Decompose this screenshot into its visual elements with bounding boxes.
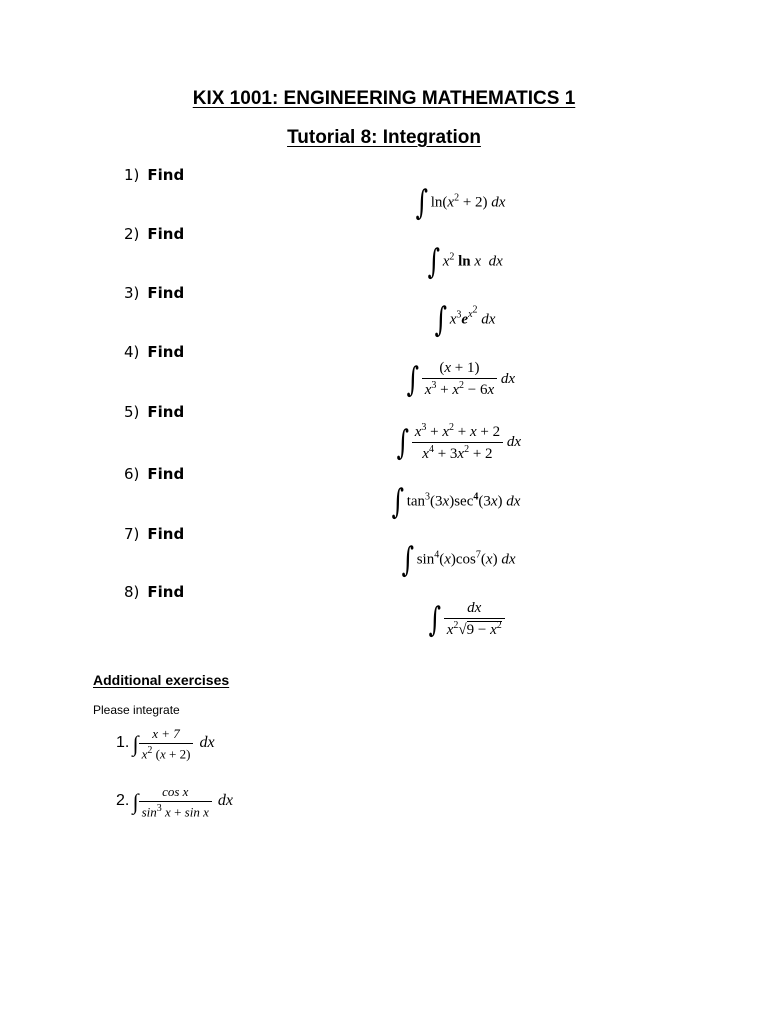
integral-expression-4: ∫ $\frac{(x + 1)}{x^3 + x^2 - 6x}$ dx bbox=[406, 359, 516, 400]
question-1-label: 1) Find bbox=[124, 166, 185, 184]
integral-expression-2: ∫ $x^2$ ln x dx bbox=[427, 242, 503, 282]
integral-expression-3: ∫ $x^3e^{x^2}$ dx bbox=[434, 300, 496, 340]
additional-exercise-1: 1. ∫ $\frac{x + 7}{x^2 (x + 2)}$ dx bbox=[116, 726, 215, 762]
integral-expression-5: ∫ $\frac{x^3 + x^2 + x + 2}{x^4 + 3x^2 + 2}$ dx bbox=[396, 422, 522, 463]
question-8-label: 8) Find bbox=[124, 583, 185, 601]
additional-exercise-2: 2. ∫ $\frac{\text{cos x}}{\sin^3 x + \sin x}$ dx bbox=[116, 784, 233, 820]
integral-expression-1: ∫ $\ln(x^2 + 2)$ dx bbox=[415, 183, 506, 223]
integral-expression-6: ∫ $\tan^3(3x)\sec^4(3x)$ dx bbox=[391, 482, 521, 522]
integral-expression-8: ∫ $\frac{dx}{x^2√9 - x^2}$ bbox=[426, 600, 505, 639]
additional-exercise-2-number: 2. bbox=[116, 792, 130, 810]
question-7-label: 7) Find bbox=[124, 525, 185, 543]
question-4-label: 4) Find bbox=[124, 343, 185, 361]
course-title: KIX 1001: ENGINEERING MATHEMATICS 1 bbox=[192, 88, 576, 109]
additional-instruction: Please integrate bbox=[93, 703, 180, 717]
question-5-label: 5) Find bbox=[124, 403, 185, 421]
tutorial-title: Tutorial 8: Integration bbox=[287, 127, 481, 148]
question-2-label: 2) Find bbox=[124, 225, 185, 243]
additional-exercise-1-number: 1. bbox=[116, 734, 130, 752]
question-6-label: 6) Find bbox=[124, 465, 185, 483]
additional-exercises-heading: Additional exercises bbox=[93, 672, 230, 688]
question-3-label: 3) Find bbox=[124, 284, 185, 302]
integral-expression-7: ∫ $\sin^4(x)\cos^7(x)$ dx bbox=[401, 540, 516, 580]
